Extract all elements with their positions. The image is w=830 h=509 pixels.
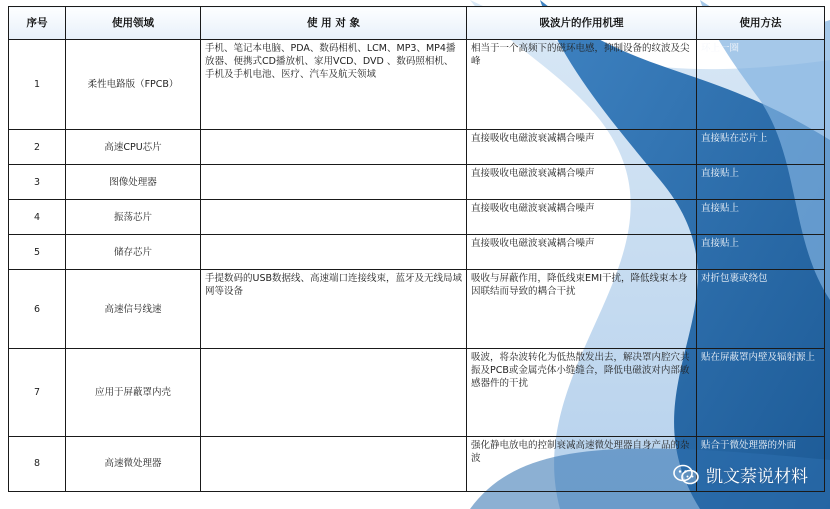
row-field: 图像处理器	[66, 165, 201, 200]
header-method: 使用方法	[697, 7, 825, 40]
header-objects: 使 用 对 象	[201, 7, 467, 40]
row-objects	[201, 436, 467, 491]
header-index: 序号	[9, 7, 66, 40]
row-field: 高速微处理器	[66, 436, 201, 491]
row-index: 4	[9, 200, 66, 235]
row-mechanism: 吸波，将杂波转化为低热散发出去，解决罩内腔穴共振及PCB或金属壳体小缝缝合，降低电磁波对内部敏感器件的干扰	[467, 348, 697, 436]
row-field: 高速CPU芯片	[66, 130, 201, 165]
table-row	[9, 270, 825, 348]
row-method: 直接贴上	[697, 235, 825, 270]
row-field: 振荡芯片	[66, 200, 201, 235]
row-objects: 手机、笔记本电脑、PDA、数码相机、LCM、MP3、MP4播放器、便携式CD播放机、家用VCD、DVD 、数码照相机、手机及手机电池、医疗、汽车及航天领域	[201, 40, 467, 130]
absorber-application-table	[8, 6, 825, 492]
row-mechanism: 直接吸收电磁波衰减耦合噪声	[467, 165, 697, 200]
row-index: 7	[9, 348, 66, 436]
row-objects	[201, 165, 467, 200]
table-row	[9, 165, 825, 200]
row-index: 5	[9, 235, 66, 270]
row-index: 1	[9, 40, 66, 130]
row-method: 直接贴上	[697, 200, 825, 235]
header-mechanism: 吸波片的作用机理	[467, 7, 697, 40]
row-index: 8	[9, 436, 66, 491]
row-method: 贴合于微处理器的外面	[697, 436, 825, 491]
row-method: 直接贴在芯片上	[697, 130, 825, 165]
row-objects	[201, 348, 467, 436]
row-field: 储存芯片	[66, 235, 201, 270]
wechat-icon	[672, 463, 700, 487]
row-objects: 手提数码的USB数据线、高速端口连接线束，蓝牙及无线局域网等设备	[201, 270, 467, 348]
row-index: 6	[9, 270, 66, 348]
watermark-text: 凯文萘说材料	[706, 467, 808, 487]
table-row	[9, 130, 825, 165]
watermark	[672, 462, 808, 487]
row-method: 对折包裹或绕包	[697, 270, 825, 348]
header-row	[9, 7, 825, 40]
row-mechanism: 强化静电放电的控制衰减高速微处理器自身产品的杂波	[467, 436, 697, 491]
row-method: 贴在屏蔽罩内壁及辐射源上	[697, 348, 825, 436]
table-row	[9, 200, 825, 235]
row-index: 2	[9, 130, 66, 165]
row-mechanism: 直接吸收电磁波衰减耦合噪声	[467, 235, 697, 270]
row-method: 直接贴上	[697, 165, 825, 200]
row-mechanism: 直接吸收电磁波衰减耦合噪声	[467, 200, 697, 235]
table-row	[9, 348, 825, 436]
row-field: 柔性电路版（FPCB）	[66, 40, 201, 130]
table-container	[8, 6, 824, 492]
row-mechanism: 吸收与屏蔽作用，降低线束EMI干扰，降低线束本身因联结而导致的耦合干扰	[467, 270, 697, 348]
row-objects	[201, 235, 467, 270]
row-objects	[201, 200, 467, 235]
header-field: 使用领域	[66, 7, 201, 40]
table-row	[9, 40, 825, 130]
table-row	[9, 235, 825, 270]
row-field: 高速信号线速	[66, 270, 201, 348]
row-mechanism: 相当于一个高频下的磁环电感，抑制设备的纹波及尖峰	[467, 40, 697, 130]
row-index: 3	[9, 165, 66, 200]
row-method: 环上一圈	[697, 40, 825, 130]
row-field: 应用于屏蔽罩内壳	[66, 348, 201, 436]
row-objects	[201, 130, 467, 165]
row-mechanism: 直接吸收电磁波衰减耦合噪声	[467, 130, 697, 165]
